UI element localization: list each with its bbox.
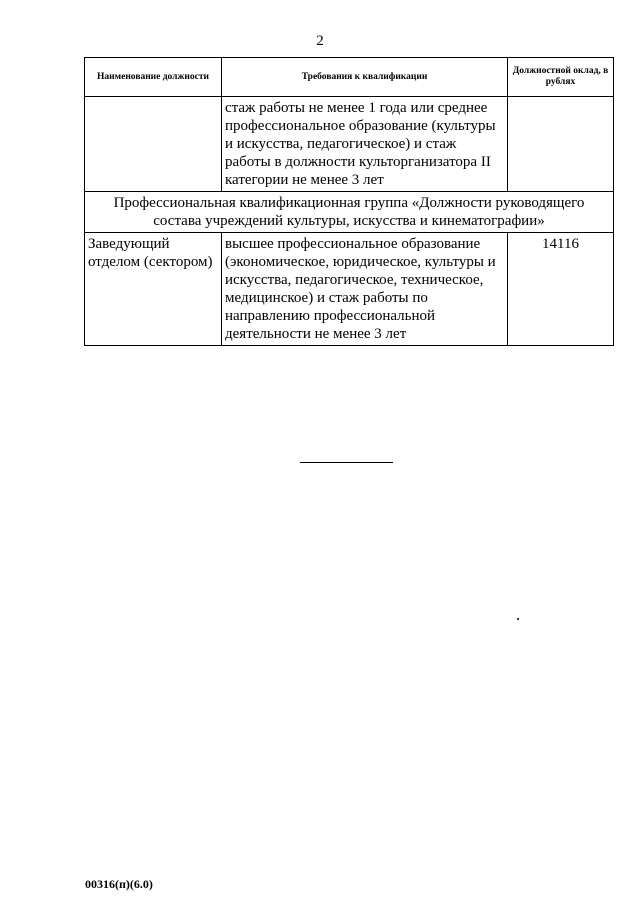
document-code: 00316(п)(6.0) [85,877,153,891]
cell-requirements: высшее профессиональное образование (экономическое, юридическое, культуры и искусства, педагогическое, техническое, медицинское) и стаж работы по направлению профессиональной деятельности не менее 3 лет [222,233,508,346]
table-row-continuation [85,97,614,192]
qualification-table [84,57,614,346]
page-number: 2 [316,33,324,49]
cell-position: Заведующий отделом (сектором) [85,233,222,346]
group-title: Профессиональная квалификационная группа «Должности руководящего состава учреждений культуры, искусства и кинематографии» [85,192,614,233]
table-header-row [85,58,614,97]
cell-salary [508,97,614,192]
cell-requirements: стаж работы не менее 1 года или среднее профессиональное образование (культуры и искусства, педагогическое) и стаж работы в должности культорганизатора II категории не менее 3 лет [222,97,508,192]
table-group-row [85,192,614,233]
cell-position [85,97,222,192]
table-row [85,233,614,346]
cell-salary: 14116 [508,233,614,346]
header-position: Наименование должности [85,58,222,97]
scan-speck [517,618,519,620]
header-requirements: Требования к квалификации [222,58,508,97]
separator-line [300,462,393,463]
header-salary: Должностной оклад, в рублях [508,58,614,97]
